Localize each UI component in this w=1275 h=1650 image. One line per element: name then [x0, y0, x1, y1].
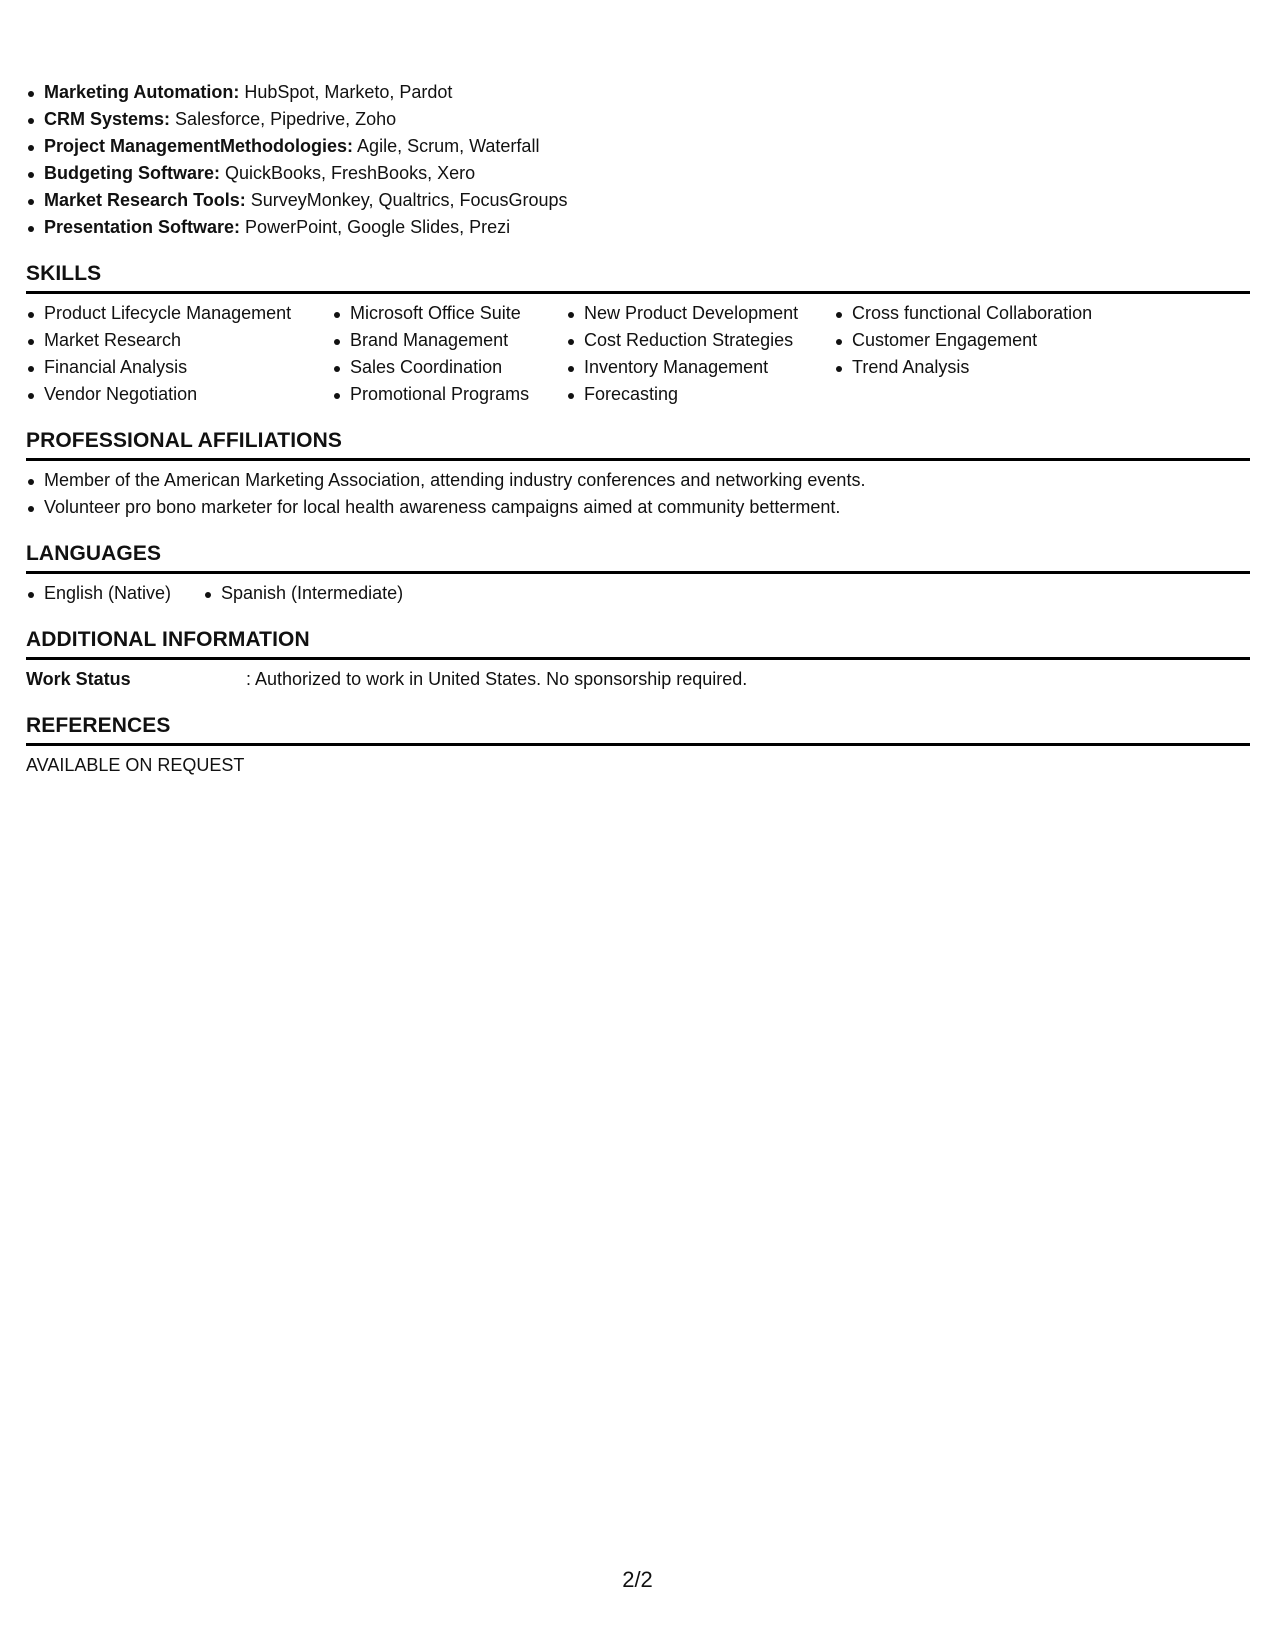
work-status-label: Work Status [26, 669, 131, 689]
affiliation-item: Volunteer pro bono marketer for local health awareness campaigns aimed at community betterment. [26, 494, 1250, 521]
tools-item-label: Market Research Tools: [44, 190, 246, 210]
skills-grid [26, 300, 1250, 408]
section-title-additional-info: ADDITIONAL INFORMATION [26, 627, 1250, 660]
languages-column-1 [26, 580, 203, 607]
skills-column-2 [332, 300, 566, 408]
skill-item: Product Lifecycle Management [26, 300, 332, 327]
tools-item-value: QuickBooks, FreshBooks, Xero [220, 163, 476, 183]
tools-item-value: Salesforce, Pipedrive, Zoho [170, 109, 397, 129]
tools-item-presentation-software [26, 214, 1250, 241]
tools-item-value: Agile, Scrum, Waterfall [353, 136, 540, 156]
skill-item: Trend Analysis [834, 354, 1134, 381]
resume-content [26, 79, 1250, 779]
tools-item-label: Budgeting Software: [44, 163, 220, 183]
section-title-references: REFERENCES [26, 713, 1250, 746]
skill-item: Customer Engagement [834, 327, 1134, 354]
section-title-skills: SKILLS [26, 261, 1250, 294]
skill-item: Financial Analysis [26, 354, 332, 381]
skill-item: Inventory Management [566, 354, 834, 381]
skills-column-1 [26, 300, 332, 408]
affiliation-item: Member of the American Marketing Association, attending industry conferences and networking events. [26, 467, 1250, 494]
tools-item-label: Marketing Automation: [44, 82, 240, 102]
languages-section [26, 541, 1250, 607]
tools-item-project-management [26, 133, 1250, 160]
languages-row [26, 580, 1250, 607]
skill-item: Forecasting [566, 381, 834, 408]
tools-item-label: Presentation Software: [44, 217, 241, 237]
skill-item: Brand Management [332, 327, 566, 354]
section-title-affiliations: PROFESSIONAL AFFILIATIONS [26, 428, 1250, 461]
tools-item-label: Project ManagementMethodologies: [44, 136, 354, 156]
skill-item: New Product Development [566, 300, 834, 327]
skill-item: Cross functional Collaboration [834, 300, 1134, 327]
language-item: Spanish (Intermediate) [203, 580, 403, 607]
tools-item-value: PowerPoint, Google Slides, Prezi [240, 217, 511, 237]
skill-item: Sales Coordination [332, 354, 566, 381]
tools-item-market-research-tools [26, 187, 1250, 214]
section-title-languages: LANGUAGES [26, 541, 1250, 574]
tools-item-crm-systems [26, 106, 1250, 133]
work-status-row [26, 666, 1250, 693]
affiliations-list [26, 467, 1250, 521]
language-item: English (Native) [26, 580, 203, 607]
page-number: 2/2 [622, 1567, 653, 1592]
skill-item: Microsoft Office Suite [332, 300, 566, 327]
tools-item-value: SurveyMonkey, Qualtrics, FocusGroups [245, 190, 568, 210]
additional-info-section [26, 627, 1250, 693]
skill-item: Vendor Negotiation [26, 381, 332, 408]
work-status-value: : Authorized to work in United States. No sponsorship required. [246, 669, 748, 689]
affiliations-section [26, 428, 1250, 521]
tools-item-label: CRM Systems: [44, 109, 171, 129]
skills-section [26, 261, 1250, 408]
skills-column-3 [566, 300, 834, 408]
skills-column-4 [834, 300, 1134, 408]
skill-item: Promotional Programs [332, 381, 566, 408]
references-text: AVAILABLE ON REQUEST [26, 755, 245, 775]
tools-item-budgeting-software [26, 160, 1250, 187]
affiliations-body [26, 467, 1250, 521]
skill-item: Market Research [26, 327, 332, 354]
tools-list [26, 79, 1250, 241]
languages-column-2 [203, 580, 403, 607]
references-section [26, 713, 1250, 779]
tools-item-marketing-automation [26, 79, 1250, 106]
tools-item-value: HubSpot, Marketo, Pardot [239, 82, 453, 102]
skill-item: Cost Reduction Strategies [566, 327, 834, 354]
